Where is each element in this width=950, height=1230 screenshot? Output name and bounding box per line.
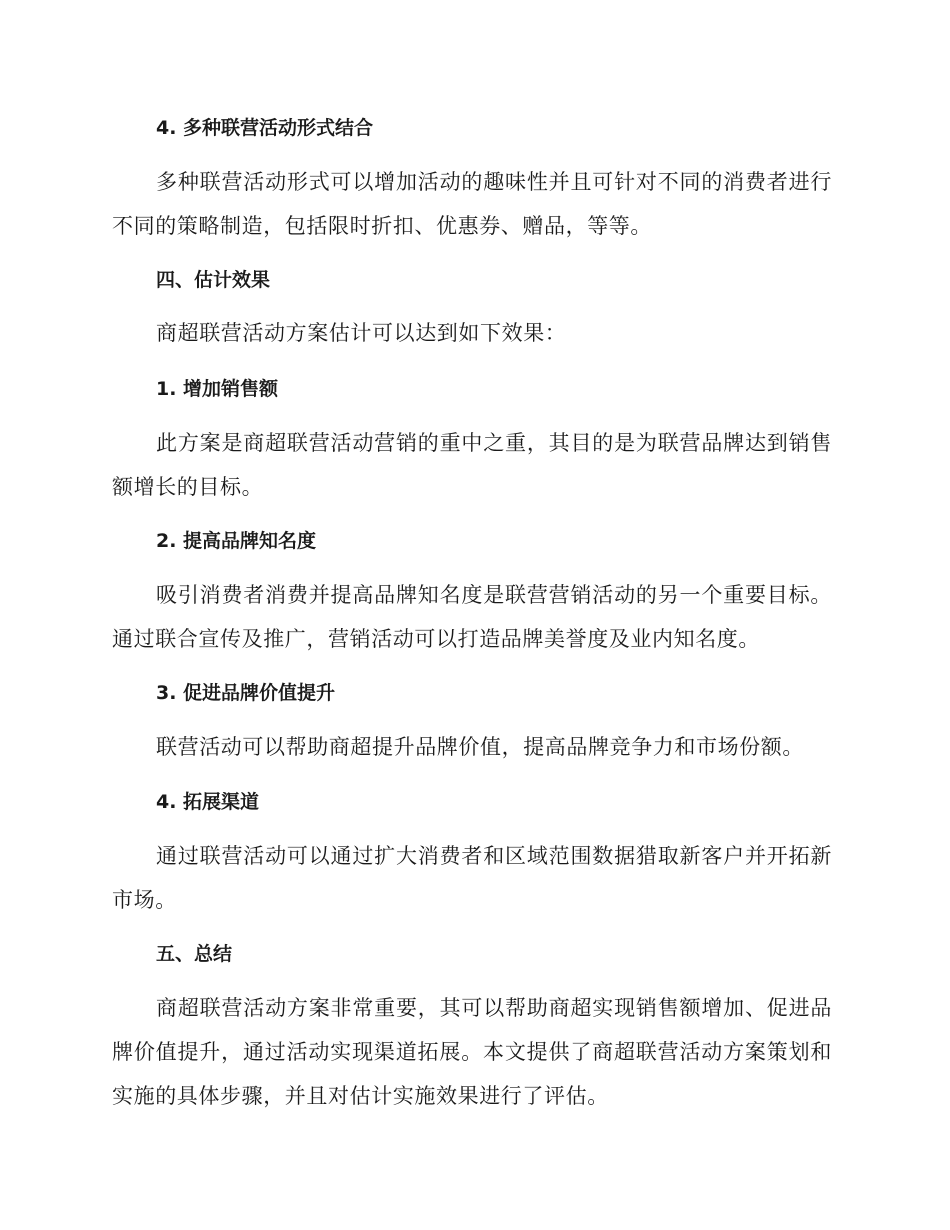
paragraph-expand-channels: 通过联营活动可以通过扩大消费者和区域范围数据猎取新客户并开拓新市场。 — [112, 844, 832, 912]
section-heading-multi-forms: 4. 多种联营活动形式结合 — [156, 117, 374, 139]
paragraph-brand-awareness: 吸引消费者消费并提高品牌知名度是联营营销活动的另一个重要目标。通过联合宣传及推广，营销活动可以打造品牌美誉度及业内知名度。 — [112, 583, 832, 651]
section-heading-brand-value: 3. 促进品牌价值提升 — [156, 682, 336, 704]
paragraph-brand-value: 联营活动可以帮助商超提升品牌价值，提高品牌竞争力和市场份额。 — [156, 735, 804, 759]
section-heading-brand-awareness: 2. 提高品牌知名度 — [156, 530, 317, 552]
paragraph-summary: 商超联营活动方案非常重要，其可以帮助商超实现销售额增加、促进品牌价值提升，通过活动实现渠道拓展。本文提供了商超联营活动方案策划和实施的具体步骤，并且对估计实施效果进行了评估。 — [112, 996, 832, 1108]
section-heading-summary: 五、总结 — [156, 943, 233, 965]
paragraph-multi-forms: 多种联营活动形式可以增加活动的趣味性并且可针对不同的消费者进行不同的策略制造，包括限时折扣、优惠券、赠品，等等。 — [112, 170, 832, 238]
section-heading-estimated-effect: 四、估计效果 — [156, 269, 271, 291]
paragraph-estimated-effect: 商超联营活动方案估计可以达到如下效果： — [156, 321, 567, 345]
section-heading-increase-sales: 1. 增加销售额 — [156, 378, 279, 400]
section-heading-expand-channels: 4. 拓展渠道 — [156, 791, 260, 813]
paragraph-increase-sales: 此方案是商超联营活动营销的重中之重，其目的是为联营品牌达到销售额增长的目标。 — [112, 431, 832, 499]
